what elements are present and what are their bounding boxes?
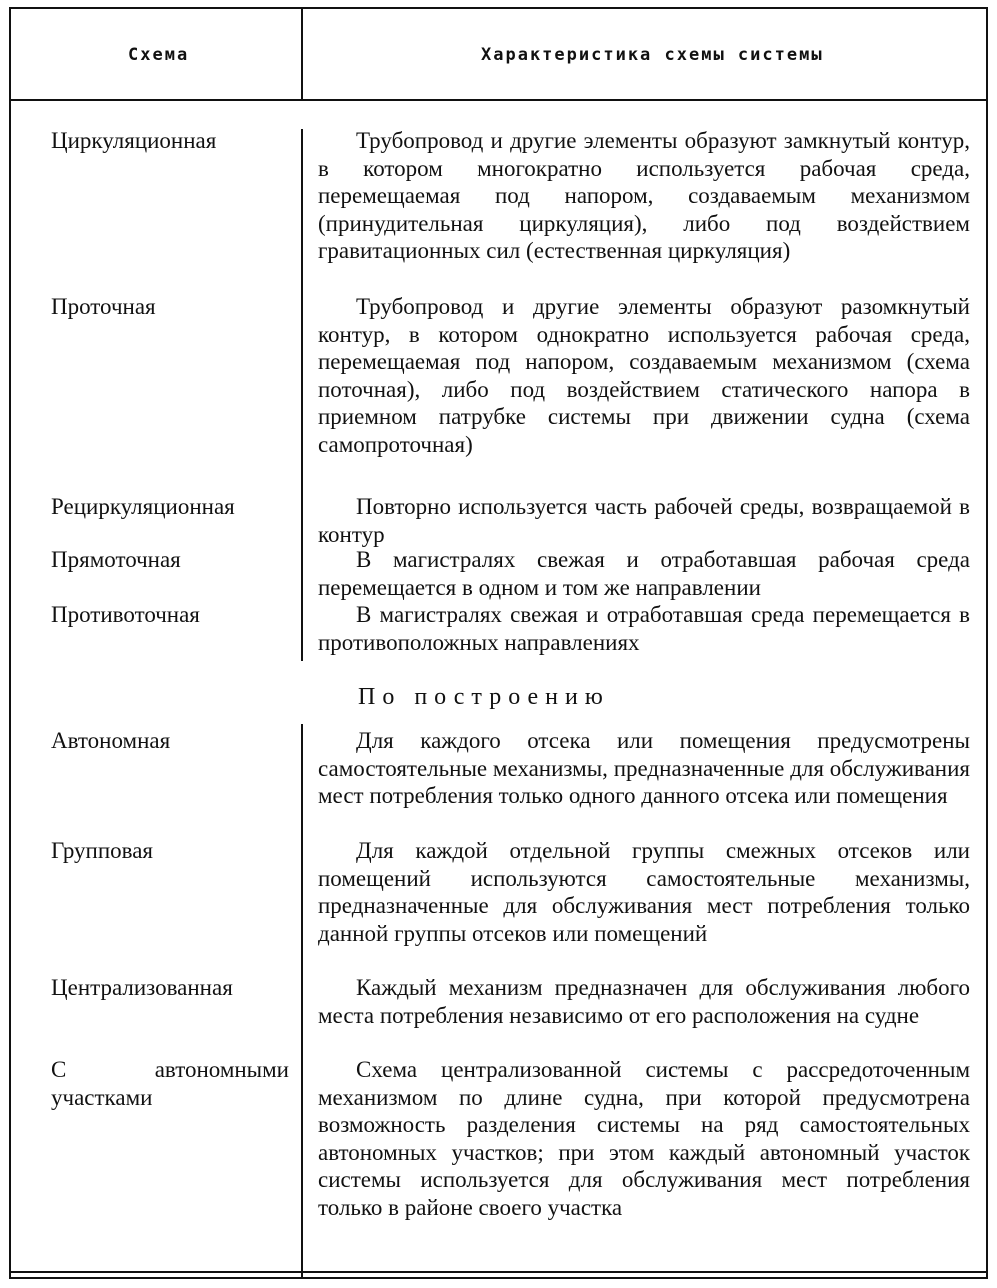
header-rule [11, 99, 986, 101]
scheme-name: Прямоточная [51, 547, 181, 572]
column-header-scheme: Схема [128, 45, 190, 65]
scheme-name: Групповая [51, 838, 154, 863]
scheme-name: Рециркуляционная [51, 494, 235, 519]
bottom-rule [11, 1271, 986, 1273]
scheme-description: Повторно используется часть рабочей среды, возвращаемой в контур [318, 494, 970, 547]
column-divider-upper [301, 129, 303, 661]
scheme-description: Для каждого отсека или помещения предусмотрены самостоятельные механизмы, предназначенные для обслуживания мест потребления только одного данного отсека или помещения [318, 728, 970, 809]
table-frame [9, 7, 988, 1279]
scheme-description: Трубопровод и другие элементы образуют разомкнутый контур, в котором однократно используется рабочая среда, перемещаемая под напором, создаваемым механизмом (схема поточная), либо под воздействием статического напора в приемном патрубке системы при движении судна (схема самопроточная) [318, 294, 970, 457]
scheme-name: Противоточная [51, 602, 200, 627]
scheme-description: В магистралях свежая и отработавшая среда перемещается в противоположных направлениях [318, 602, 970, 655]
section-title: По построению [358, 684, 610, 710]
scheme-description: Для каждой отдельной группы смежных отсеков или помещений используются самостоятельные механизмы, предназначенные для обслуживания мест потребления только данной группы отсеков или помещений [318, 838, 970, 946]
scheme-name [51, 1056, 301, 1112]
scheme-name: Циркуляционная [51, 128, 217, 153]
scheme-description: Каждый механизм предназначен для обслуживания любого места потребления независимо от его расположения на судне [318, 975, 970, 1028]
scheme-name: Централизованная [51, 975, 233, 1000]
scheme-description: Трубопровод и другие элементы образуют замкнутый контур, в котором многократно используется рабочая среда, перемещаемая под напором, создаваемым механизмом (принудительная циркуляция), либо под воздействием гравитационных сил (естественная циркуляция) [318, 128, 970, 264]
scheme-name-line2: участками [51, 1085, 153, 1110]
column-header-characteristics: Характеристика схемы системы [481, 45, 824, 65]
scheme-description: Схема централизованной системы с рассредоточенным механизмом по длине судна, при которой предусмотрена возможность разделения системы на ряд самостоятельных автономных участков; при этом каждый автономный участок системы используется для обслуживания мест потребления только в районе своего участка [318, 1057, 970, 1220]
scheme-name: Автономная [51, 728, 171, 753]
scheme-description: В магистралях свежая и отработавшая рабочая среда перемещается в одном и том же направлении [318, 547, 970, 600]
scheme-name: Проточная [51, 294, 156, 319]
column-divider-lower [301, 724, 303, 1279]
scheme-name-line1: С автономными [51, 1057, 289, 1082]
header-column-divider [301, 9, 303, 99]
